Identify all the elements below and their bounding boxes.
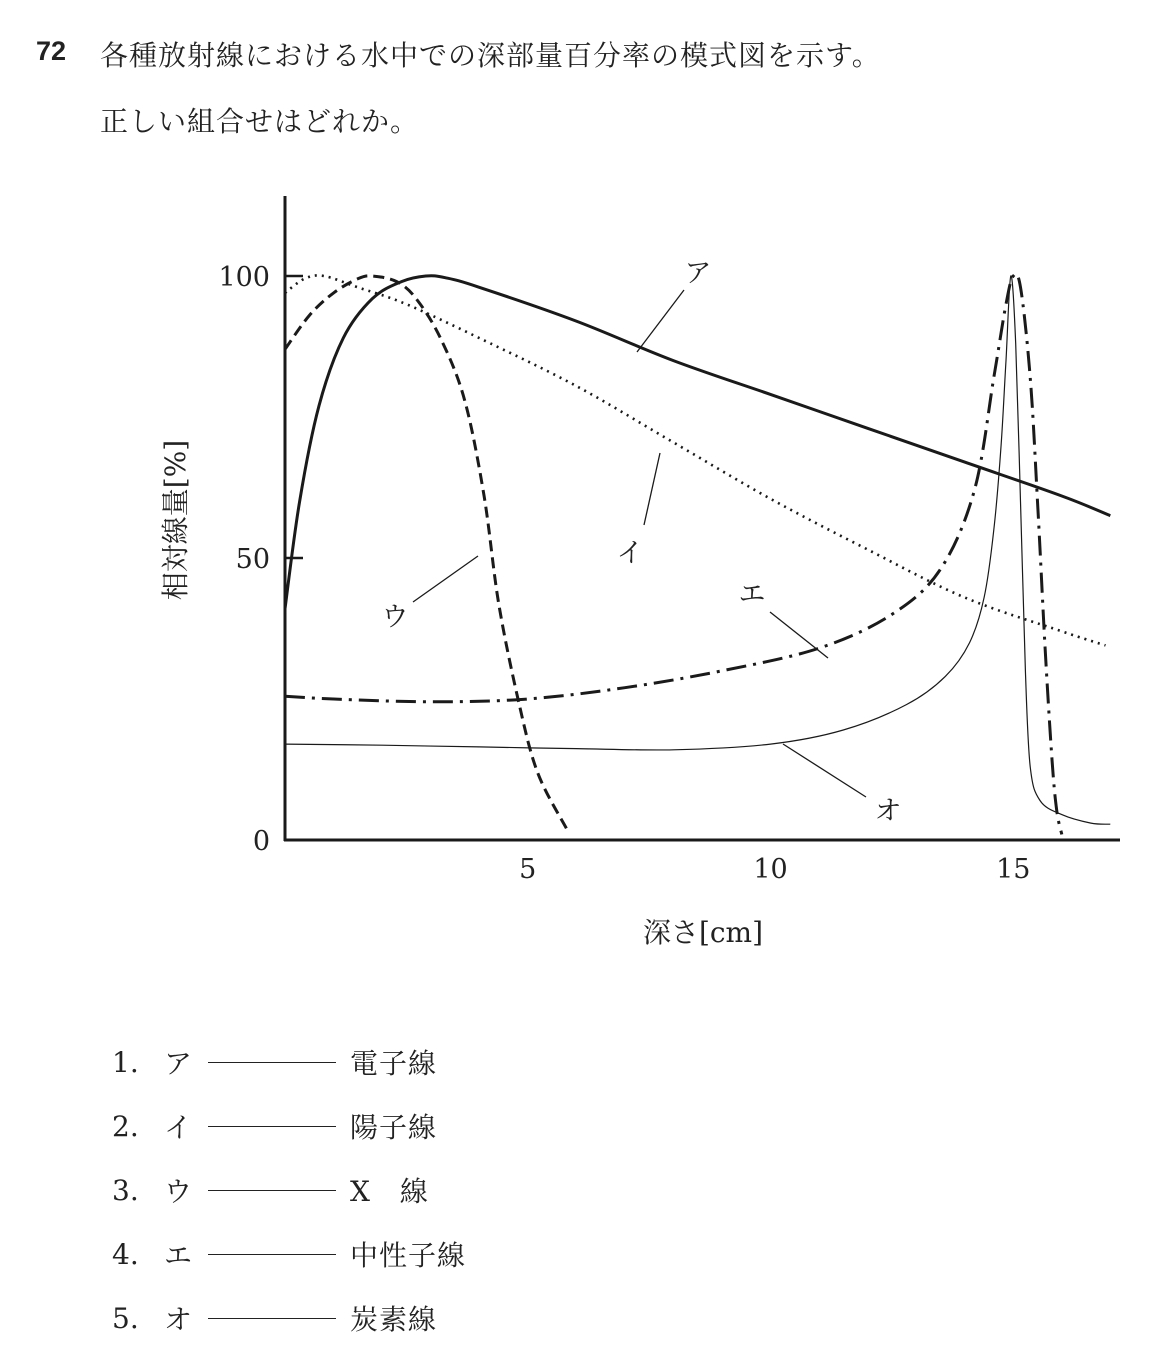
question-text-line2: 正しい組合せはどれか。 (100, 105, 420, 138)
x-tick-label: 10 (753, 854, 788, 885)
series-i-label: イ (616, 538, 644, 569)
callout-leader-line (783, 744, 866, 797)
choice-number: 5. (112, 1301, 139, 1335)
callout-leader-line (637, 290, 684, 352)
choice-item[interactable] (112, 1158, 466, 1222)
series-u-label: ウ (381, 602, 409, 633)
choice-answer: 陽子線 (350, 1111, 438, 1144)
choice-number: 1. (112, 1045, 139, 1079)
choice-dash (208, 1062, 336, 1063)
choice-answer: X 線 (350, 1175, 429, 1208)
choice-answer: 炭素線 (350, 1303, 438, 1336)
choice-number: 2. (112, 1109, 139, 1143)
series-i-line (285, 275, 1106, 645)
series-a-line (285, 276, 1110, 609)
callout-leader-line (413, 556, 478, 602)
callout-leader-line (644, 453, 660, 525)
series-o-line (285, 276, 1110, 824)
callout-leader-line (770, 612, 828, 658)
choice-item[interactable] (112, 1286, 466, 1350)
question-number: 72 (36, 36, 67, 66)
choice-number: 4. (112, 1237, 139, 1271)
choice-label: ウ (164, 1175, 193, 1208)
choice-number: 3. (112, 1173, 139, 1207)
axes-layer (159, 196, 1120, 949)
choice-dash (208, 1254, 336, 1255)
series-layer (285, 274, 1110, 835)
choice-item[interactable] (112, 1094, 466, 1158)
choice-dash (208, 1126, 336, 1127)
choice-item[interactable] (112, 1030, 466, 1094)
choice-label: ア (164, 1047, 193, 1080)
y-tick-label: 0 (252, 826, 270, 857)
choice-label: エ (164, 1239, 193, 1272)
choice-item[interactable] (112, 1222, 466, 1286)
choice-label: オ (164, 1303, 193, 1336)
label-layer (382, 258, 902, 827)
y-tick-label: 100 (218, 262, 270, 293)
y-tick-label: 50 (235, 544, 270, 575)
choice-dash (208, 1318, 336, 1319)
question-text-line1: 各種放射線における水中での深部量百分率の模式図を示す。 (100, 39, 881, 72)
choice-label: イ (164, 1111, 193, 1144)
choice-answer: 電子線 (350, 1047, 438, 1080)
choice-answer: 中性子線 (350, 1239, 467, 1272)
series-o-label: オ (874, 796, 902, 827)
series-e-label: エ (738, 579, 766, 610)
x-tick-label: 15 (996, 854, 1031, 885)
x-axis-title: 深さ[cm] (642, 916, 764, 949)
answer-choices (112, 1030, 466, 1350)
choice-dash (208, 1190, 336, 1191)
x-tick-label: 5 (519, 854, 537, 885)
y-axis-title: 相対線量[%] (159, 439, 192, 601)
series-a-label: ア (684, 258, 712, 289)
